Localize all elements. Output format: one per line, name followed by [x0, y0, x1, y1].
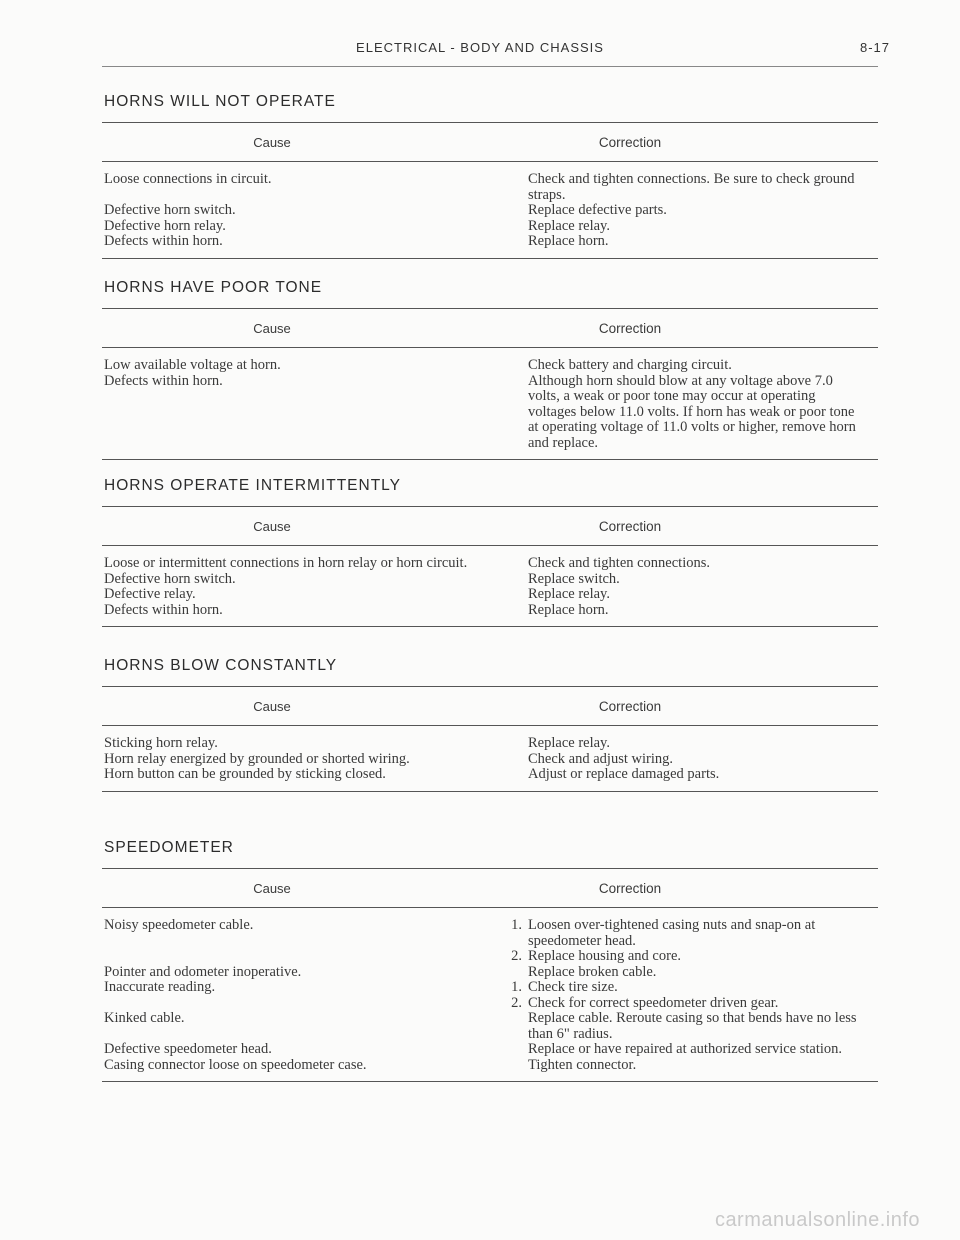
correction-cell: Replace switch. [528, 570, 620, 587]
section-title: HORNS BLOW CONSTANTLY [104, 657, 338, 674]
section-horns-have-poor-tone [102, 278, 878, 460]
table-row [102, 1042, 878, 1058]
correction-step [511, 917, 858, 949]
table-header [102, 869, 878, 907]
cause-column-header: Cause [253, 518, 291, 534]
table-body [102, 908, 878, 1081]
cause-cell: Defects within horn. [104, 233, 223, 249]
cause-cell: Defective horn switch. [104, 202, 236, 218]
correction-cell: Check battery and charging circuit. [528, 357, 732, 373]
cause-column-header: Cause [253, 698, 291, 714]
cause-cell: Defective horn switch. [104, 570, 236, 587]
table-row [102, 234, 878, 250]
table-row [102, 603, 878, 619]
section-title: HORNS WILL NOT OPERATE [104, 93, 336, 110]
step-number: 2. [511, 948, 522, 964]
table-row [102, 1058, 878, 1074]
cause-cell: Loose connections in circuit. [104, 171, 272, 187]
cause-cell: Horn relay energized by grounded or shorted wiring. [104, 750, 410, 767]
correction-cell [511, 917, 878, 965]
correction-cell: Replace horn. [528, 233, 609, 249]
table-row [102, 203, 878, 219]
correction-column-header: Correction [598, 698, 662, 714]
table-row [102, 1011, 878, 1042]
correction-column-header: Correction [598, 320, 662, 336]
table-bottom-rule [102, 626, 878, 627]
table-bottom-rule [102, 791, 878, 792]
correction-step [511, 979, 858, 996]
correction-cell: Check and tighten connections. [528, 555, 711, 571]
table-row [102, 918, 878, 965]
table-bottom-rule [102, 459, 878, 460]
correction-cell: Adjust or replace damaged parts. [528, 766, 720, 782]
table-bottom-rule [102, 258, 878, 259]
correction-cell: Replace cable. Reroute casing so that bends have no less than 6" radius. [528, 1010, 857, 1042]
table-row [102, 587, 878, 603]
cause-cell: Loose or intermittent connections in horn relay or horn circuit. [104, 555, 468, 571]
section-speedometer [102, 838, 878, 1082]
table-row [102, 374, 878, 452]
cause-cell: Low available voltage at horn. [104, 357, 281, 373]
table-row [102, 556, 878, 572]
correction-column-header: Correction [598, 518, 662, 534]
table-row [102, 219, 878, 235]
section-title: SPEEDOMETER [104, 839, 234, 856]
correction-step [511, 994, 858, 1012]
correction-cell: Replace or have repaired at authorized service station. [528, 1041, 843, 1057]
page-number: 8-17 [859, 40, 890, 55]
table-header [102, 309, 878, 347]
correction-cell: Replace relay. [528, 217, 610, 234]
correction-cell [511, 979, 878, 1011]
table-body [102, 162, 878, 258]
cause-column-header: Cause [253, 880, 291, 896]
step-text: Check tire size. [528, 979, 618, 995]
cause-cell: Casing connector loose on speedometer case. [104, 1056, 367, 1073]
cause-cell: Kinked cable. [104, 1010, 185, 1026]
header-divider [102, 66, 878, 67]
correction-cell: Check and adjust wiring. [528, 750, 673, 767]
correction-cell: Replace defective parts. [528, 202, 667, 218]
cause-cell: Sticking horn relay. [104, 735, 218, 751]
cause-cell: Defective horn relay. [104, 217, 226, 234]
table-bottom-rule [102, 1081, 878, 1082]
cause-cell: Defective speedometer head. [104, 1041, 272, 1057]
cause-cell: Defective relay. [104, 586, 196, 602]
cause-cell: Defects within horn. [104, 601, 223, 618]
page-header-title: ELECTRICAL - BODY AND CHASSIS [356, 40, 604, 55]
cause-column-header: Cause [253, 134, 291, 150]
table-body [102, 546, 878, 626]
section-horns-will-not-operate [102, 92, 878, 259]
correction-column-header: Correction [598, 880, 662, 896]
cause-cell: Inaccurate reading. [104, 979, 216, 995]
correction-cell: Replace relay. [528, 586, 610, 602]
correction-cell: Tighten connector. [528, 1056, 637, 1073]
step-number: 1. [511, 979, 522, 995]
correction-cell: Check and tighten connections. Be sure to check ground straps. [528, 171, 855, 203]
correction-cell: Replace broken cable. [528, 963, 657, 980]
table-row [102, 358, 878, 374]
table-body [102, 348, 878, 459]
correction-cell: Although horn should blow at any voltage above 7.0 volts, a weak or poor tone may occur at operating voltages below 11.0 volts. If horn has weak or poor tone at operating voltage of 11.0 volts or higher, remove horn and replace. [528, 372, 856, 451]
table-row [102, 572, 878, 588]
table-row [102, 752, 878, 768]
table-header [102, 687, 878, 725]
step-text: Check for correct speedometer driven gear. [528, 994, 779, 1011]
section-horns-blow-constantly [102, 656, 878, 792]
cause-cell: Pointer and odometer inoperative. [104, 963, 302, 980]
table-row [102, 172, 878, 203]
table-row [102, 736, 878, 752]
watermark: carmanualsonline.info [714, 1209, 920, 1231]
table-header [102, 123, 878, 161]
cause-cell: Defects within horn. [104, 372, 223, 389]
step-number: 2. [511, 994, 522, 1011]
section-title: HORNS OPERATE INTERMITTENTLY [104, 477, 401, 494]
step-text: Loosen over-tightened casing nuts and snap-on at speedometer head. [528, 917, 816, 949]
cause-cell: Noisy speedometer cable. [104, 917, 254, 933]
correction-step [511, 948, 858, 965]
table-row [102, 980, 878, 1011]
correction-column-header: Correction [598, 134, 662, 150]
correction-cell: Replace horn. [528, 601, 609, 618]
section-title: HORNS HAVE POOR TONE [104, 279, 323, 296]
step-text: Replace housing and core. [528, 948, 682, 964]
cause-column-header: Cause [253, 320, 291, 336]
table-row [102, 767, 878, 783]
table-body [102, 726, 878, 791]
cause-cell: Horn button can be grounded by sticking closed. [104, 766, 386, 782]
correction-cell: Replace relay. [528, 735, 610, 751]
step-number: 1. [511, 917, 522, 933]
section-horns-operate-intermittently [102, 476, 878, 627]
table-row [102, 965, 878, 981]
table-header [102, 507, 878, 545]
